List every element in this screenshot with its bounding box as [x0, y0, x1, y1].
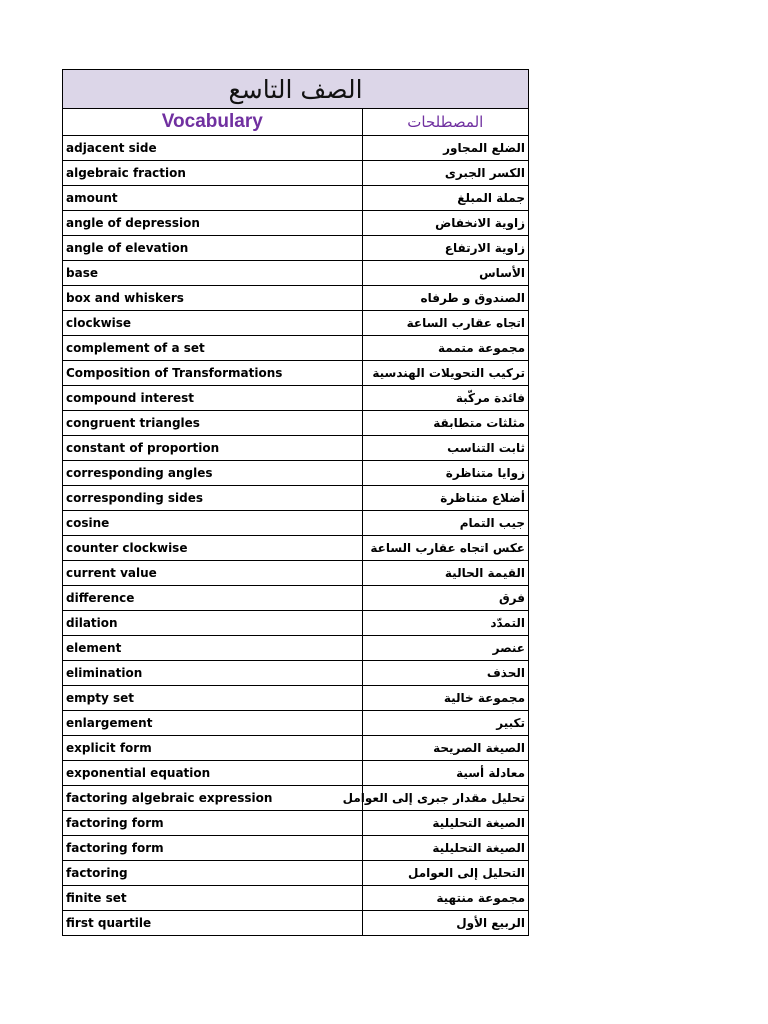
- english-term: first quartile: [63, 911, 363, 936]
- arabic-term: الصندوق و طرفاه: [362, 286, 528, 311]
- arabic-term: فائدة مركّبة: [362, 386, 528, 411]
- table-row: [63, 411, 529, 436]
- table-row: [63, 761, 529, 786]
- english-term: factoring algebraic expression: [63, 786, 363, 811]
- arabic-term: زوايا متناظرة: [362, 461, 528, 486]
- english-term: compound interest: [63, 386, 363, 411]
- arabic-term: مجموعة متممة: [362, 336, 528, 361]
- english-term: clockwise: [63, 311, 363, 336]
- table-row: [63, 211, 529, 236]
- english-term: amount: [63, 186, 363, 211]
- english-term: difference: [63, 586, 363, 611]
- arabic-term: تكبير: [362, 711, 528, 736]
- english-term: enlargement: [63, 711, 363, 736]
- english-term: corresponding sides: [63, 486, 363, 511]
- sheet-title: الصف التاسع: [63, 70, 529, 109]
- english-term: constant of proportion: [63, 436, 363, 461]
- table-row: [63, 811, 529, 836]
- table-row: [63, 561, 529, 586]
- title-row: [63, 70, 529, 109]
- header-row: [63, 109, 529, 136]
- english-term: explicit form: [63, 736, 363, 761]
- arabic-term: عكس اتجاه عقارب الساعة: [362, 536, 528, 561]
- arabic-term: التمدّد: [362, 611, 528, 636]
- table-row: [63, 386, 529, 411]
- table-row: [63, 261, 529, 286]
- arabic-term: فرق: [362, 586, 528, 611]
- arabic-term: الصيغة الصريحة: [362, 736, 528, 761]
- table-row: [63, 636, 529, 661]
- table-row: [63, 161, 529, 186]
- table-row: [63, 661, 529, 686]
- english-term: dilation: [63, 611, 363, 636]
- english-term: factoring: [63, 861, 363, 886]
- arabic-term: الحذف: [362, 661, 528, 686]
- table-row: [63, 361, 529, 386]
- english-term: adjacent side: [63, 136, 363, 161]
- table-row: [63, 311, 529, 336]
- terms-header: المصطلحات: [362, 109, 528, 136]
- english-term: factoring form: [63, 836, 363, 861]
- english-term: complement of a set: [63, 336, 363, 361]
- english-term: finite set: [63, 886, 363, 911]
- english-term: cosine: [63, 511, 363, 536]
- vocabulary-header: Vocabulary: [63, 109, 363, 136]
- table-row: [63, 336, 529, 361]
- arabic-term: ثابت التناسب: [362, 436, 528, 461]
- table-row: [63, 186, 529, 211]
- english-term: current value: [63, 561, 363, 586]
- arabic-term: مجموعة خالية: [362, 686, 528, 711]
- table-row: [63, 511, 529, 536]
- arabic-term: جيب التمام: [362, 511, 528, 536]
- english-term: Composition of Transformations: [63, 361, 363, 386]
- vocabulary-table: [62, 69, 529, 936]
- arabic-term: تحليل مقدار جبرى إلى العوامل: [362, 786, 528, 811]
- english-term: congruent triangles: [63, 411, 363, 436]
- arabic-term: زاوية الارتفاع: [362, 236, 528, 261]
- english-term: element: [63, 636, 363, 661]
- arabic-term: القيمة الحالية: [362, 561, 528, 586]
- arabic-term: اتجاه عقارب الساعة: [362, 311, 528, 336]
- table-row: [63, 136, 529, 161]
- english-term: counter clockwise: [63, 536, 363, 561]
- table-row: [63, 611, 529, 636]
- english-term: elimination: [63, 661, 363, 686]
- table-row: [63, 911, 529, 936]
- arabic-term: مثلثات متطابقة: [362, 411, 528, 436]
- arabic-term: عنصر: [362, 636, 528, 661]
- table-row: [63, 586, 529, 611]
- arabic-term: الصيغة التحليلية: [362, 836, 528, 861]
- table-row: [63, 686, 529, 711]
- table-row: [63, 786, 529, 811]
- table-body: [63, 70, 529, 936]
- english-term: exponential equation: [63, 761, 363, 786]
- table-row: [63, 736, 529, 761]
- arabic-term: التحليل إلى العوامل: [362, 861, 528, 886]
- table-row: [63, 286, 529, 311]
- english-term: angle of elevation: [63, 236, 363, 261]
- table-row: [63, 536, 529, 561]
- english-term: angle of depression: [63, 211, 363, 236]
- arabic-term: تركيب التحويلات الهندسية: [362, 361, 528, 386]
- table-row: [63, 461, 529, 486]
- table-row: [63, 836, 529, 861]
- table-row: [63, 711, 529, 736]
- arabic-term: أضلاع متناظرة: [362, 486, 528, 511]
- table-row: [63, 886, 529, 911]
- english-term: corresponding angles: [63, 461, 363, 486]
- arabic-term: مجموعة منتهية: [362, 886, 528, 911]
- arabic-term: الأساس: [362, 261, 528, 286]
- arabic-term: الضلع المجاور: [362, 136, 528, 161]
- english-term: empty set: [63, 686, 363, 711]
- table-row: [63, 861, 529, 886]
- arabic-term: الصيغة التحليلية: [362, 811, 528, 836]
- arabic-term: زاوية الانخفاض: [362, 211, 528, 236]
- arabic-term: الكسر الجبرى: [362, 161, 528, 186]
- table-row: [63, 436, 529, 461]
- arabic-term: جملة المبلغ: [362, 186, 528, 211]
- arabic-term: معادلة أسية: [362, 761, 528, 786]
- english-term: box and whiskers: [63, 286, 363, 311]
- english-term: base: [63, 261, 363, 286]
- english-term: algebraic fraction: [63, 161, 363, 186]
- english-term: factoring form: [63, 811, 363, 836]
- table-row: [63, 486, 529, 511]
- arabic-term: الربيع الأول: [362, 911, 528, 936]
- table-row: [63, 236, 529, 261]
